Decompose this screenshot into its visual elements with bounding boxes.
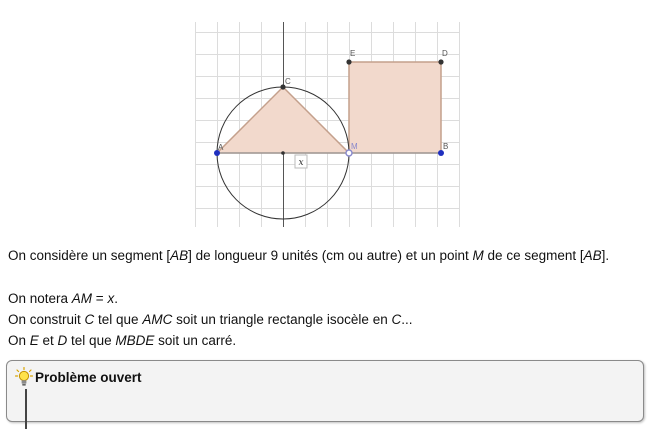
label-b: B — [443, 142, 449, 151]
paragraph-construction-ed: On E et D tel que MBDE soit un carré. — [8, 333, 237, 348]
square-mbde — [349, 62, 441, 153]
center-point — [281, 151, 285, 155]
paragraph-segment: On considère un segment [AB] de longueur 9 unités (cm ou autre) et un point M de ce segment [AB]. — [8, 248, 610, 263]
open-problem-header — [15, 367, 142, 387]
paragraph-construction-c: On construit C tel que AMC soit un triangle rectangle isocèle en C... — [8, 312, 413, 327]
label-c: C — [285, 77, 291, 86]
label-d: D — [442, 49, 448, 58]
open-problem-box — [6, 360, 644, 422]
label-e: E — [350, 49, 356, 58]
point-e[interactable] — [346, 59, 351, 64]
lightbulb-icon — [15, 367, 33, 387]
paragraph-notation: On notera AM = x. — [8, 291, 118, 306]
label-m: M — [351, 142, 358, 151]
point-d[interactable] — [438, 59, 443, 64]
open-problem-title: Problème ouvert — [35, 369, 142, 385]
geometry-figure — [195, 22, 465, 232]
label-a: A — [218, 143, 224, 152]
x-label: x — [298, 158, 304, 168]
box-left-rule — [25, 389, 27, 429]
